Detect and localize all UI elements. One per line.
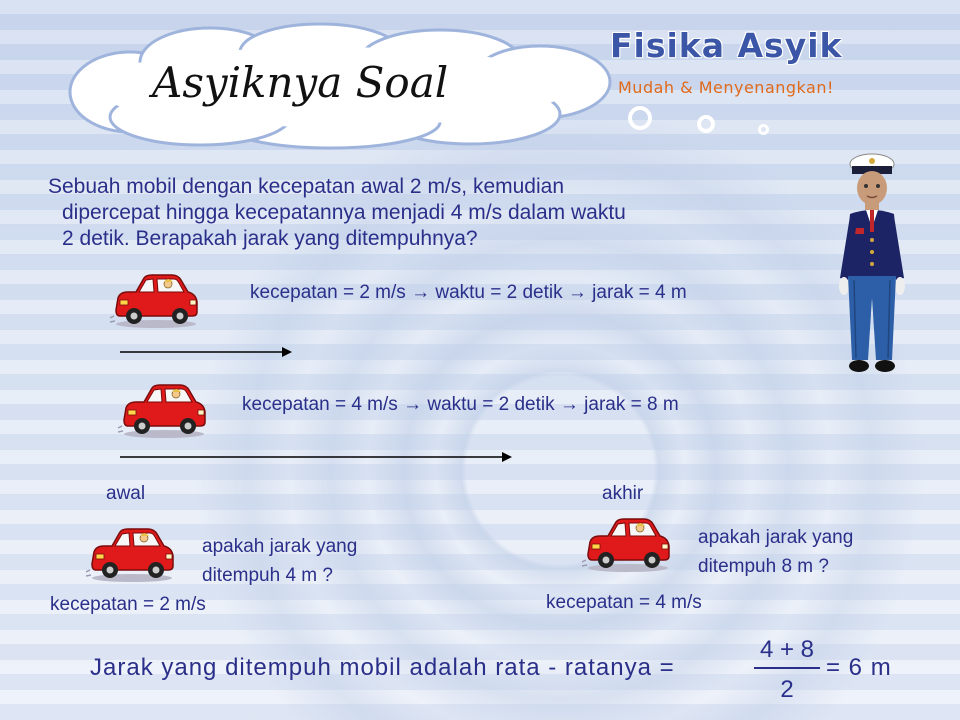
page-title: Asyiknya Soal — [152, 58, 449, 107]
car-icon — [582, 514, 672, 574]
officer-character — [832, 148, 912, 378]
bubble-decor — [628, 106, 652, 130]
arrow-right-icon — [118, 345, 298, 359]
fraction-bar — [754, 667, 820, 669]
problem-line-2: dipercepat hingga kecepatannya menjadi 4 m/s dalam waktu — [62, 201, 626, 224]
car-icon — [110, 270, 200, 330]
fraction-numerator: 4 + 8 — [759, 636, 815, 663]
bubble-decor — [758, 124, 769, 135]
right-question-line-2: ditempuh 8 m ? — [698, 556, 829, 577]
logo-subtitle: Mudah & Menyenangkan! — [618, 78, 834, 97]
left-speed: kecepatan = 2 m/s — [50, 594, 206, 615]
left-question-line-1: apakah jarak yang — [202, 536, 358, 557]
right-question-line-1: apakah jarak yang — [698, 527, 854, 548]
conclusion-result: = 6 m — [826, 654, 892, 681]
right-speed: kecepatan = 4 m/s — [546, 592, 702, 613]
problem-line-1: Sebuah mobil dengan kecepatan awal 2 m/s, kemudian — [48, 175, 564, 198]
conclusion-text: Jarak yang ditempuh mobil adalah rata - ratanya = — [90, 654, 675, 681]
fraction-denominator: 2 — [780, 676, 794, 703]
left-question-line-2: ditempuh 4 m ? — [202, 565, 333, 586]
row-2-text: kecepatan = 4 m/s → waktu = 2 detik → jarak = 8 m — [242, 394, 679, 415]
arrow-right-icon — [118, 450, 518, 464]
label-end: akhir — [602, 483, 644, 504]
car-icon — [86, 524, 176, 584]
car-icon — [118, 380, 208, 440]
row-1-text: kecepatan = 2 m/s → waktu = 2 detik → jarak = 4 m — [250, 282, 687, 303]
problem-line-3: 2 detik. Berapakah jarak yang ditempuhnya? — [62, 227, 478, 250]
label-start: awal — [106, 483, 146, 504]
bubble-decor — [697, 115, 715, 133]
logo-title: Fisika Asyik — [610, 26, 843, 65]
